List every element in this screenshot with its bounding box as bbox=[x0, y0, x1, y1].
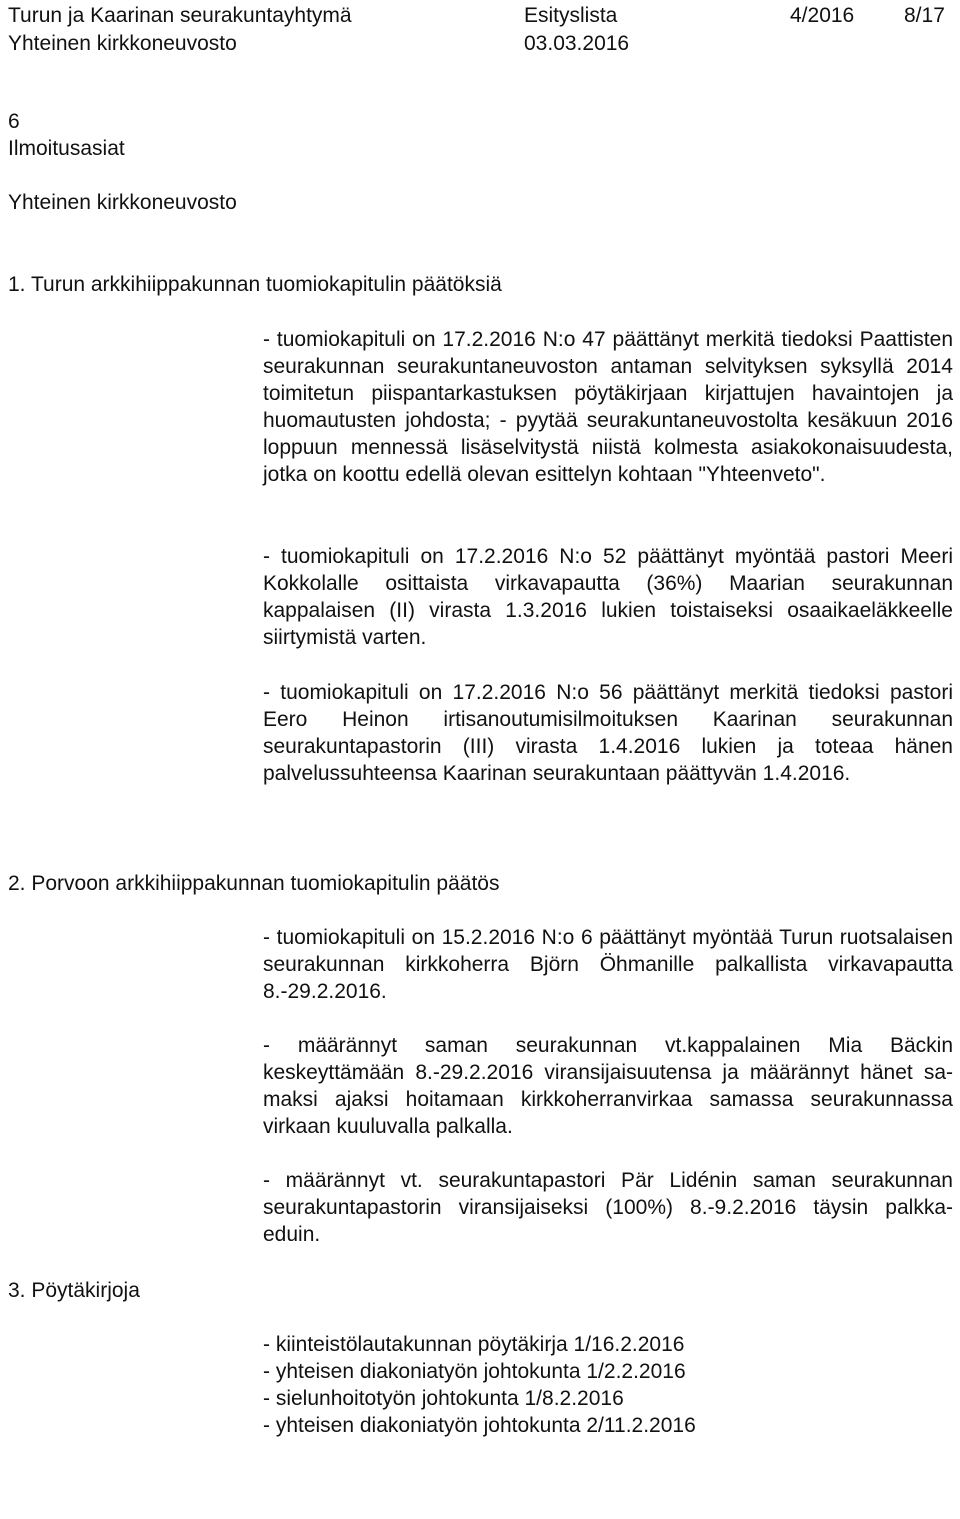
meeting-date: 03.03.2016 bbox=[524, 32, 630, 55]
header-row-2 bbox=[8, 30, 952, 58]
item2-paragraph-3 bbox=[263, 1167, 953, 1248]
list-item: - yhteisen diakoniatyön johtokunta 2/11.2.2016 bbox=[263, 1414, 696, 1437]
list-item: - yhteisen diakoniatyön johtokunta 1/2.2.2016 bbox=[263, 1360, 686, 1383]
item2-paragraph-3-text: - määrännyt vt. seurakuntapastori Pär Lidénin saman seurakunnan seurakuntapastorin viransijaiseksi (100%) 8.-9.2.2016 täysin palkka- eduin. bbox=[263, 1169, 953, 1246]
document-number: 4/2016 bbox=[790, 4, 855, 27]
item3-heading: 3. Pöytäkirjoja bbox=[8, 1279, 140, 1302]
item2-paragraph-2-text: - määrännyt saman seurakunnan vt.kappalainen Mia Bäckin keskeyttämään 8.-29.2.2016 viransijaisuutensa ja määrännyt hänet sa- maksi ajaksi hoitamaan kirkkoherranvirkaa samassa seurakunnassa virkaan kuuluvalla palkalla. bbox=[263, 1034, 953, 1138]
item1-paragraph-3 bbox=[263, 679, 953, 787]
item2-paragraph-1-text: - tuomiokapituli on 15.2.2016 N:o 6 päättänyt myöntää Turun ruotsalaisen seurakunnan kirkkoherra Björn Öhmanille palkallista virkavapautta 8.-29.2.2016. bbox=[263, 926, 953, 1003]
section-number: 6 bbox=[8, 110, 20, 133]
item2-paragraph-1 bbox=[263, 924, 953, 1005]
item2-paragraph-2 bbox=[263, 1032, 953, 1140]
item1-paragraph-3-text: - tuomiokapituli on 17.2.2016 N:o 56 päättänyt merkitä tiedoksi pastori Eero Heinon irtisanoutumisilmoituksen Kaarinan seurakunnan seurakuntapastorin (III) virasta 1.4.2016 lukien ja toteaa hänen palvelussuhteensa Kaarinan seurakuntaan päättyvän 1.4.2016. bbox=[263, 681, 953, 785]
page-header bbox=[8, 2, 952, 58]
header-body-name: Yhteinen kirkkoneuvosto bbox=[8, 32, 237, 55]
item2-heading: 2. Porvoon arkkihiippakunnan tuomiokapitulin päätös bbox=[8, 872, 500, 895]
header-row-1 bbox=[8, 2, 952, 30]
list-item: - kiinteistölautakunnan pöytäkirja 1/16.2.2016 bbox=[263, 1333, 685, 1356]
list-item: - sielunhoitotyön johtokunta 1/8.2.2016 bbox=[263, 1387, 624, 1410]
item1-heading: 1. Turun arkkihiippakunnan tuomiokapitulin päätöksiä bbox=[8, 273, 502, 296]
item1-paragraph-2-text: - tuomiokapituli on 17.2.2016 N:o 52 päättänyt myöntää pastori Meeri Kokkolalle osittaista virkavapautta (36%) Maarian seurakunnan kappalaisen (II) virasta 1.3.2016 lukien toistaiseksi osaaikaeläkkeelle siirtymistä varten. bbox=[263, 545, 953, 649]
item1-paragraph-1 bbox=[263, 326, 953, 488]
item3-list bbox=[263, 1331, 953, 1439]
section-title: Ilmoitusasiat bbox=[8, 137, 125, 160]
organization-name: Turun ja Kaarinan seurakuntayhtymä bbox=[8, 4, 352, 27]
document-type: Esityslista bbox=[524, 4, 618, 27]
item1-paragraph-2 bbox=[263, 543, 953, 651]
section-body: Yhteinen kirkkoneuvosto bbox=[8, 191, 237, 214]
item1-paragraph-1-text: - tuomiokapituli on 17.2.2016 N:o 47 päättänyt merkitä tiedoksi Paattisten seurakunnan seurakuntaneuvoston antaman selvityksen syksyllä 2014 toimitetun piispantarkastuksen pöytäkirjaan kirjattujen havaintojen ja huomautusten johdosta; - pyytää seurakuntaneuvostolta kesäkuun 2016 loppuun mennessä lisäselvitystä niistä kolmesta asiakokonaisuudesta, jotka on koottu edellä olevan esittelyn kohtaan "Yhteenveto". bbox=[263, 328, 953, 486]
page-number: 8/17 bbox=[904, 4, 945, 27]
